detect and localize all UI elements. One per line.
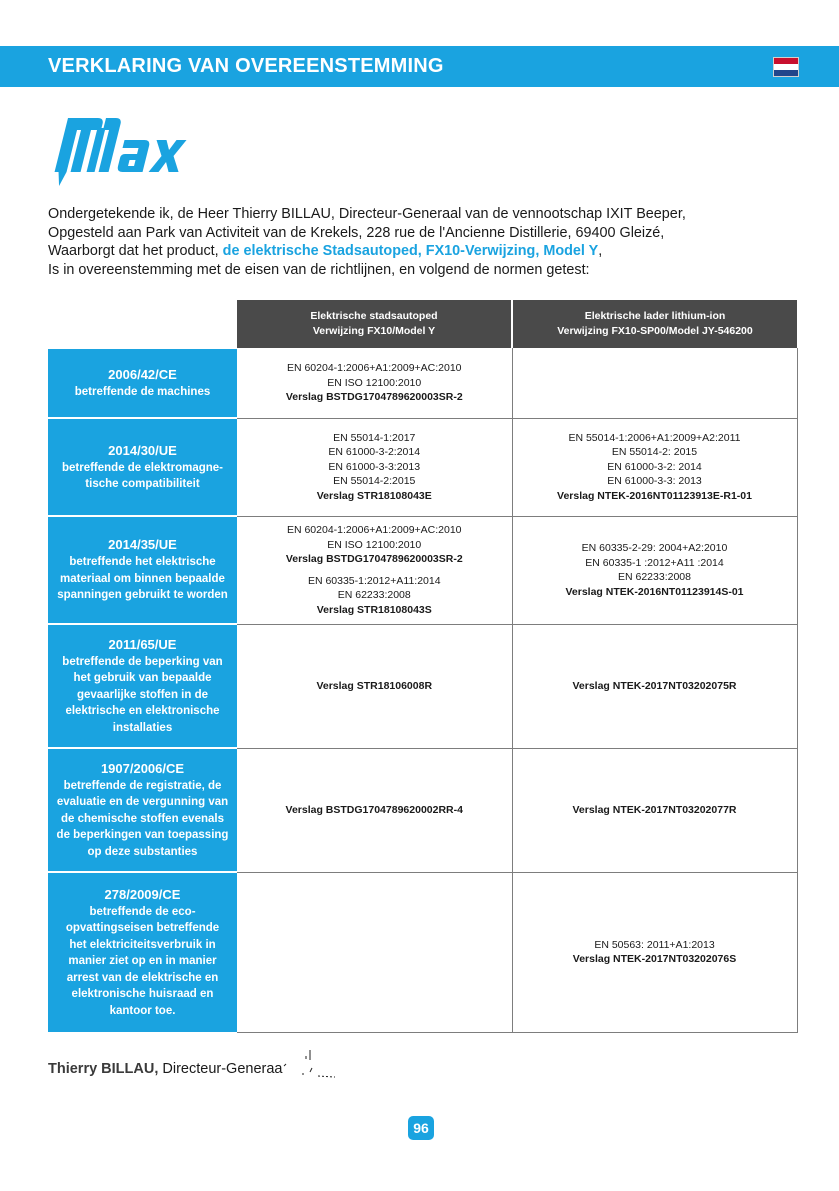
directive-description: betreffende de registratie, de (63, 779, 222, 792)
directive-description: kantoor toe. (109, 1004, 176, 1017)
column-header-line: Verwijzing FX10/Model Y (312, 325, 436, 337)
scooter-standards-cell (237, 748, 512, 872)
directive-description: betreffende het elektrische (69, 556, 216, 569)
charger-standards-cell (512, 748, 797, 872)
standard-reference: EN 50563: 2011+A1:2013 (594, 938, 715, 951)
column-header-scooter (237, 300, 512, 348)
directive-cell (48, 624, 237, 748)
directive-description: op deze substanties (87, 845, 198, 858)
report-reference: Verslag STR18106008R (316, 679, 433, 692)
directive-description: opvattingseisen betreffende (65, 922, 220, 935)
table-row (48, 748, 797, 872)
intro-line-3 (48, 242, 808, 261)
page-title: VERKLARING VAN OVEREENSTEMMING (48, 55, 444, 77)
standard-reference: EN 61000-3-2:2014 (328, 446, 421, 459)
conformity-table (48, 300, 798, 1033)
directive-description: de beperkingen van toepassing (56, 829, 229, 842)
directive-description: het gebruik van bepaalde (73, 672, 212, 685)
directive-code: 1907/2006/CE (100, 760, 185, 776)
standard-reference: EN 55014-2:2015 (333, 475, 416, 488)
scooter-standards-cell (237, 516, 512, 624)
standard-reference: EN 60204-1:2006+A1:2009+AC:2010 (286, 524, 462, 536)
standard-reference: EN 60204-1:2006+A1:2009+AC:2010 (286, 362, 462, 374)
directive-code: 2014/35/UE (108, 537, 177, 553)
directive-description: elektronische huisraad en (71, 988, 214, 1001)
directive-description: betreffende de elektromagne- (61, 461, 224, 474)
charger-standards-cell (512, 418, 797, 516)
directive-cell (48, 418, 237, 516)
report-reference: Verslag BSTDG1704789620003SR-2 (285, 553, 463, 565)
column-header-charger (512, 300, 797, 348)
standard-reference: EN 61000-3-2: 2014 (607, 460, 702, 473)
standard-reference: EN 60335-1:2012+A11:2014 (307, 574, 441, 587)
standard-reference: EN 62233:2008 (618, 571, 691, 583)
scooter-standards-cell (237, 348, 512, 418)
report-reference: Verslag NTEK-2017NT03202076S (572, 953, 737, 965)
intro-line-3-prefix: Waarborgt dat het product, (48, 243, 223, 259)
table-row (48, 348, 797, 418)
intro-line-4: Is in overeenstemming met de eisen van de richtlijnen, en volgend de normen getest: (48, 261, 590, 278)
header-bar (0, 46, 839, 87)
directive-cell (48, 872, 237, 1032)
directive-description: arrest van de elektrische en (66, 971, 219, 984)
signature-line (48, 1061, 282, 1077)
report-reference: Verslag NTEK-2016NT01123914S-01 (565, 585, 744, 598)
directive-code: 2011/65/UE (108, 636, 177, 652)
column-header-line: Elektrische stadsautoped (310, 310, 438, 322)
intro-line-1: Ondergetekende ik, de Heer Thierry BILLAU, Directeur-Generaal van de vennootschap IXIT Beeper, (48, 206, 686, 222)
report-reference: Verslag BSTDG1704789620003SR-2 (285, 391, 463, 403)
product-name: de elektrische Stadsautoped, FX10-Verwijzing, Model Y (222, 243, 599, 259)
table-row (48, 624, 797, 748)
report-reference: Verslag BSTDG1704789620002RR-4 (285, 803, 463, 816)
directive-code: 2014/30/UE (108, 442, 177, 458)
directive-description: spanningen gebruikt te worden (57, 589, 228, 602)
standard-reference: EN 61000-3-3:2013 (328, 460, 421, 473)
standard-reference: EN 61000-3-3: 2013 (607, 475, 702, 488)
directive-description: manier ziet op en in manier (68, 955, 217, 968)
directive-description: de chemische stoffen evenals (61, 812, 224, 825)
intro-line-2: Opgesteld aan Park van Activiteit van de Krekels, 228 rue de l'Ancienne Distillerie, 69400 Gleizé, (48, 224, 665, 241)
intro-line-3-suffix: , (598, 243, 603, 259)
standard-reference: EN 62233:2008 (337, 589, 411, 601)
directive-description: betreffende de eco- (89, 905, 196, 918)
directive-cell (48, 348, 237, 418)
table-header-row (48, 300, 797, 348)
standard-reference: EN 55014-1:2006+A1:2009+A2:2011 (568, 431, 741, 444)
signatory-name: Thierry BILLAU, (48, 1061, 159, 1077)
directive-code: 278/2009/CE (104, 886, 181, 902)
directive-description: evaluatie en de vergunning van (56, 796, 229, 809)
standard-reference: EN ISO 12100:2010 (327, 538, 422, 551)
directive-description: gevaarlijke stoffen in de (76, 688, 208, 701)
flag-stripe-blue (774, 70, 798, 76)
scooter-standards-cell (237, 624, 512, 748)
directive-description: betreffende de machines (74, 385, 211, 398)
handwritten-signature (280, 1046, 340, 1080)
column-header-line: Verwijzing FX10-SP00/Model JY-546200 (557, 325, 753, 337)
directive-cell (48, 748, 237, 872)
charger-standards-cell (512, 348, 797, 418)
table-row (48, 872, 797, 1032)
report-reference: Verslag STR18108043E (316, 489, 432, 502)
signatory-role: Directeur-Generaa (158, 1061, 283, 1077)
standard-reference: EN 60335-1 :2012+A11 :2014 (585, 556, 724, 569)
directive-description: betreffende de beperking van (62, 655, 223, 668)
page-number: 96 (408, 1116, 434, 1140)
charger-standards-cell (512, 872, 797, 1032)
charger-standards-cell (512, 516, 797, 624)
charger-standards-cell (512, 624, 797, 748)
directive-description: het elektriciteitsverbruik in (69, 938, 216, 951)
standard-reference: EN 60335-2-29: 2004+A2:2010 (581, 542, 728, 554)
netherlands-flag-icon (773, 57, 799, 77)
scooter-standards-cell (237, 872, 512, 1032)
column-header-line: Elektrische lader lithium-ion (584, 310, 726, 322)
directive-description: materiaal om binnen bepaalde (60, 572, 225, 585)
standard-reference: EN 55014-1:2017 (333, 431, 416, 444)
max-logo (48, 110, 198, 194)
intro-text (48, 205, 808, 279)
directive-cell (48, 516, 237, 624)
directive-description: elektrische en elektronische (65, 705, 220, 718)
table-corner (48, 300, 237, 348)
directive-description: installaties (112, 721, 173, 734)
table-row (48, 418, 797, 516)
table-row (48, 516, 797, 624)
report-reference: Verslag NTEK-2017NT03202077R (572, 803, 737, 816)
directive-description: tische compatibiliteit (85, 478, 200, 490)
report-reference: Verslag NTEK-2016NT01123913E-R1-01 (557, 489, 752, 502)
scooter-standards-cell (237, 418, 512, 516)
report-reference: Verslag STR18108043S (316, 603, 432, 616)
directive-code: 2006/42/CE (108, 366, 177, 382)
standard-reference: EN 55014-2: 2015 (611, 446, 698, 459)
report-reference: Verslag NTEK-2017NT03202075R (572, 679, 737, 692)
standard-reference: EN ISO 12100:2010 (327, 376, 422, 389)
